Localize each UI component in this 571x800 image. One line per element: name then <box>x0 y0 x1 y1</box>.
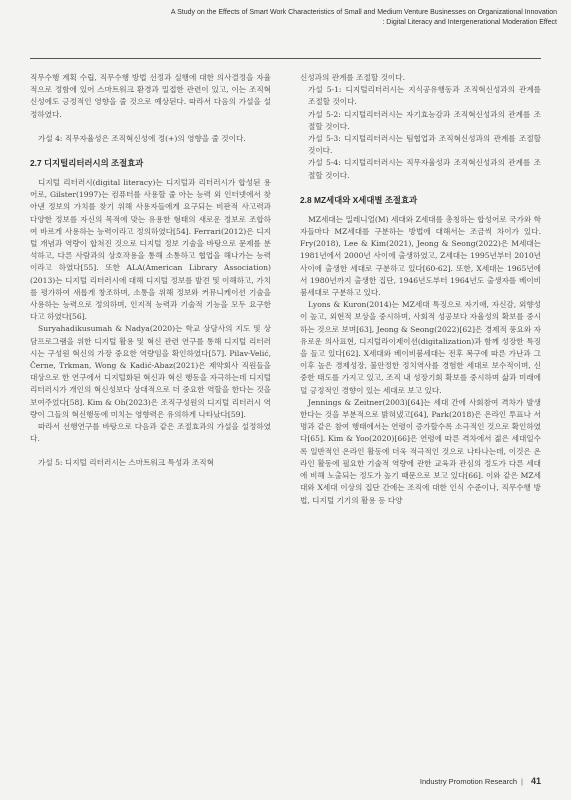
page-number: 41 <box>530 776 541 786</box>
paragraph: Jennings & Zeitner(2003)[64]는 세대 간에 사회참여 격차가 발생한다는 것을 부분적으로 밝혀냈고[64], Park(2018)은 온라인 투표나 서명과 같은 참여 행태에서는 연령이 증가할수록 소극적인 것으로 확인하였다[65]. Kim & Yoo(2020)[66]은 연령에 따른 격차에서 젊은 세대일수록 일반적인 온라인 활동에 더욱 적극적인 것으로 나타나는데, 이것은 온라인 활동에 필요한 기술적 역량에 관한 교육과 관심의 정도가 다른 세대에 비해 노출되는 정도가 높기 때문으로 보고 있다[66]. 이와 같은 MZ세대와 X세대 이상의 집단 간에는 조직에 대한 인식 수준이나, 직무수행 방법, 디지털 기기의 활용 등 다양 <box>300 397 541 505</box>
hypothesis-5-3: 가설 5-3: 디지털리터러시는 팀협업과 조직혁신성과의 관계를 조절할 것이다. <box>308 134 541 156</box>
header-rule <box>30 58 541 59</box>
paragraph: 신성과의 관계를 조절할 것이다. <box>300 73 406 82</box>
paragraph: MZ세대는 밀레니얼(M) 세대와 Z세대를 총칭하는 합성어로 국가와 학자들마다 MZ세대를 구분하는 방법에 대해서는 조금씩 차이가 있다. Fry(2018), Lee & Kim(2021), Jeong & Seong(2022)은 M세대는 1981년에서 2000년 사이에 출생하였고, Z세대는 1995년부터 2010년 사이에 출생한 세대로 구분하고 있다[60-62]. 또한, X세대는 1965년에서 1980년까지 출생한 집단, 1946년도부터 1964년도 출생자를 베이비붐세대로 구분하고 있다. <box>300 214 541 298</box>
hypothesis-5-2: 가설 5-2: 디지털리터러시는 자기효능감과 조직혁신성과의 관계를 조절할 것이다. <box>308 109 541 131</box>
paragraph: Suryahadikusumah & Nadya(2020)는 학교 상담사의 지도 및 상담프로그램을 위한 디지털 활용 및 혁신 관련 연구를 통해 디지털 리터러시는 구성원 혁신의 가장 중요한 역량임을 확인하였다[57]. Pilav-Velić, Černe, Trkman, Wong & Kadić-Abaz(2021)은 제약회사 직원들을 대상으로 한 연구에서 디지털화된 혁신과 혁신 행동을 자극하는데 디지털 리터러시가 개인의 혁신성보다 상대적으로 더 중요한 역할을 한다는 것을 보여주었다[58]. Kim & Oh(2023)은 조직구성원의 디지털 리터러시 역량이 그들의 혁신행동에 미치는 영향력은 유의하게 나타났다[59]. <box>30 324 271 419</box>
hypothesis-5-4: 가설 5-4: 디지털리터러시는 직무자율성과 조직혁신성과의 관계를 조절할 것이다. <box>308 158 541 180</box>
running-header-line1: A Study on the Effects of Smart Work Characteristics of Small and Medium Venture Businesses on Organizational Innovation <box>170 9 557 16</box>
hypothesis-5-1: 가설 5-1: 디지털리터러시는 지식공유행동과 조직혁신성과의 관계를 조절할 것이다. <box>308 85 541 107</box>
hypothesis-4: 가설 4: 직무자율성은 조직혁신성에 정(+)의 영향을 줄 것이다. <box>38 133 246 143</box>
paragraph: 따라서 선행연구를 바탕으로 다음과 같은 조절효과의 가설을 설정하였다. <box>30 422 271 444</box>
section-heading-2-8: 2.8 MZ세대와 X세대별 조절효과 <box>300 194 418 205</box>
paragraph: 디지털 리터러시(digital literacy)는 디지털과 리터러시가 합성된 용어로, Gilster(1997)는 컴퓨터를 사용할 줄 아는 능력 외 인터넷에서 찾아낸 정보의 가치를 찾기 위해 사용자들에게 요구되는 비판적 사고력과 다양한 정보를 자신의 목적에 맞는 유용한 형태의 새로운 정보로 조합하여 바르게 사용하는 능력이라고 정의하였다[54]. Ferrari(2012)은 디지털 개념과 역량이 합쳐진 것으로 디지털 정보 기술을 바탕으로 문제를 분석하고, 다른 사람과의 상호작용을 통해 소통하고 협업을 해나가는 능력이라고 하였다[55]. 또한 ALA(American Library Association)(2013)는 디지털 리터러시에 대해 디지털 정보를 발견 및 이해하고, 가치를 평가하여 새롭게 창조하며, 소통을 위해 정보와 커뮤니케이션 기술을 사용하는 능력으로 정의하며, 인지적 능력과 기술적 기능을 모두 요구한다고 하였다[56]. <box>30 178 271 322</box>
page-footer <box>420 776 541 786</box>
running-header <box>14 8 557 28</box>
hypothesis-5: 가설 5: 디지털 리터러시는 스마트워크 특성과 조직혁 <box>38 458 214 468</box>
journal-name: Industry Promotion Research <box>419 777 518 786</box>
paragraph: 직무수행 계획 수립, 직무수행 방법 선정과 실행에 대한 의사결정을 자율적으로 정함에 있어 스마트워크 환경과 밀접한 관련이 있고, 이는 조직혁신성에도 긍정적인 영향을 줄 것으로 예상된다. 따라서 다음의 가설을 설정하였다. <box>30 73 271 119</box>
footer-separator: | <box>521 777 523 786</box>
section-heading-2-7: 2.7 디지털리터러시의 조절효과 <box>30 158 144 169</box>
running-header-line2: : Digital Literacy and Intergenerational Moderation Effect <box>382 19 557 26</box>
right-column <box>300 72 541 507</box>
left-column <box>30 72 271 470</box>
paragraph: Lyons & Kuron(2014)는 MZ세대 특징으로 자기애, 자신감, 외향성이 높고, 외현적 보상을 중시하며, 사회적 성공보다 자율성의 확보를 중시하는 것으로 보며[63], Jeong & Seong(2022)[62]은 경제적 풍요와 자유로운 의사표현, 디지털라이제이션(digitalization)과 함께 성장한 특징을 들고 있다[62]. X세대와 베이비붐세대는 전후 복구에 따른 가난과 그 이후 높은 경제성장, 불안정한 정치역사를 경험한 세대로 보수적이며, 신중한 태도를 가지고 있고, 조직 내 성장기회 확보를 중시하며 삶과 미래에 덜 긍정적인 경향이 있는 세대로 보고 있다. <box>300 300 541 395</box>
